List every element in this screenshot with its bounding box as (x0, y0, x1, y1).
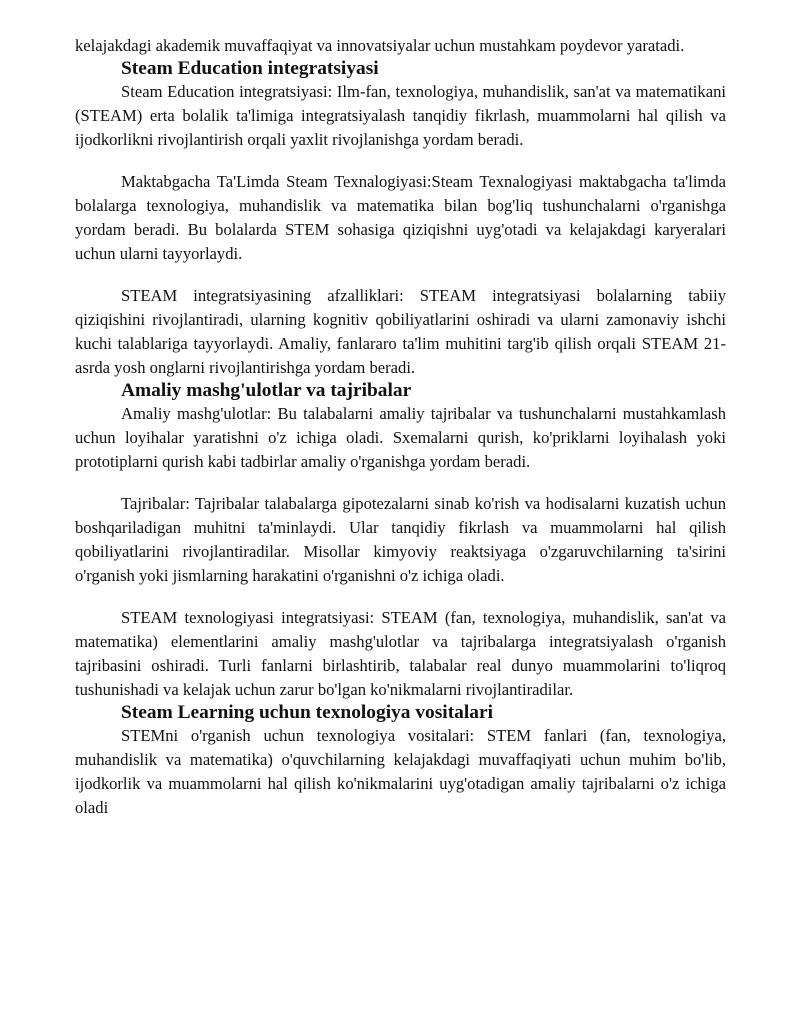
heading-practical-activities: Amaliy mashg'ulotlar va tajribalar (121, 380, 412, 401)
paragraph-continuation: kelajakdagi akademik muvaffaqiyat va innovatsiyalar uchun mustahkam poydevor yaratadi. (75, 36, 685, 55)
paragraph-practical-activities: Amaliy mashg'ulotlar: Bu talabalarni amaliy tajribalar va tushunchalarni mustahkamlash uchun loyihalar yaratishni o'z ichiga oladi. Sxemalarni qurish, ko'priklarni loyihalash yoki prototiplarni qurish kabi tadbirlar amaliy o'rganishga yordam beradi. (75, 404, 726, 471)
heading-steam-education: Steam Education integratsiyasi (121, 58, 379, 79)
paragraph-preschool-steam: Maktabgacha Ta'Limda Steam Texnalogiyasi:Steam Texnalogiyasi maktabgacha ta'limda bolalarga texnologiya, muhandislik va matematika bilan bog'liq tushunchalarni o'rganishga yordam beradi. Bu bolalarda STEM sohasiga qiziqishni uyg'otadi va kelajakdagi karyeralari uchun ularni tayyorlaydi. (75, 172, 726, 263)
paragraph-steam-technology: STEAM texnologiyasi integratsiyasi: STEAM (fan, texnologiya, muhandislik, san'at va matematika) elementlarini amaliy mashg'ulotlar va tajribalarga integratsiyalash o'rganish tajribasini oshiradi. Turli fanlarni birlashtirib, talabalar real dunyo muammolarini to'liqroq tushunishadi va kelajak uchun zarur bo'lgan ko'nikmalarni rivojlantiradilar. (75, 608, 726, 699)
heading-learning-tools: Steam Learning uchun texnologiya vositalari (121, 702, 493, 723)
paragraph-experiments: Tajribalar: Tajribalar talabalarga gipotezalarni sinab ko'rish va hodisalarni kuzatish uchun boshqariladigan muhitni ta'minlaydi. Ular tanqidiy fikrlash va muammolarni hal qilish qobiliyatlarini rivojlantiradilar. Misollar kimyoviy reaktsiyaga o'zgaruvchilarning ta'sirini o'rganish yoki jismlarning harakatini o'rganishni o'z ichiga oladi. (75, 494, 726, 585)
paragraph-learning-tools: STEMni o'rganish uchun texnologiya vositalari: STEM fanlari (fan, texnologiya, muhandislik va matematika) o'quvchilarning kelajakdagi muvaffaqiyati uchun muhim bo'lib, ijodkorlik va muammolarni hal qilish ko'nikmalarini uyg'otadigan amaliy tajribalarni o'z ichiga oladi (75, 726, 726, 817)
document-page (75, 34, 726, 820)
paragraph-steam-education: Steam Education integratsiyasi: Ilm-fan, texnologiya, muhandislik, san'at va matematikani (STEAM) erta bolalik ta'limiga integratsiyalash tanqidiy fikrlash, muammolarni hal qilish va ijodkorlikni rivojlantirish orqali yaxlit rivojlanishga yordam beradi. (75, 82, 726, 149)
paragraph-steam-benefits: STEAM integratsiyasining afzalliklari: STEAM integratsiyasi bolalarning tabiiy qiziqishini rivojlantiradi, ularning kognitiv qobiliyatlarini oshiradi va ularni zamonaviy ishchi kuchi talablariga tayyorlaydi. Amaliy, fanlararo ta'lim muhitini targ'ib qilish orqali STEAM 21-asrda yosh onglarni rivojlantirishga yordam beradi. (75, 286, 726, 377)
